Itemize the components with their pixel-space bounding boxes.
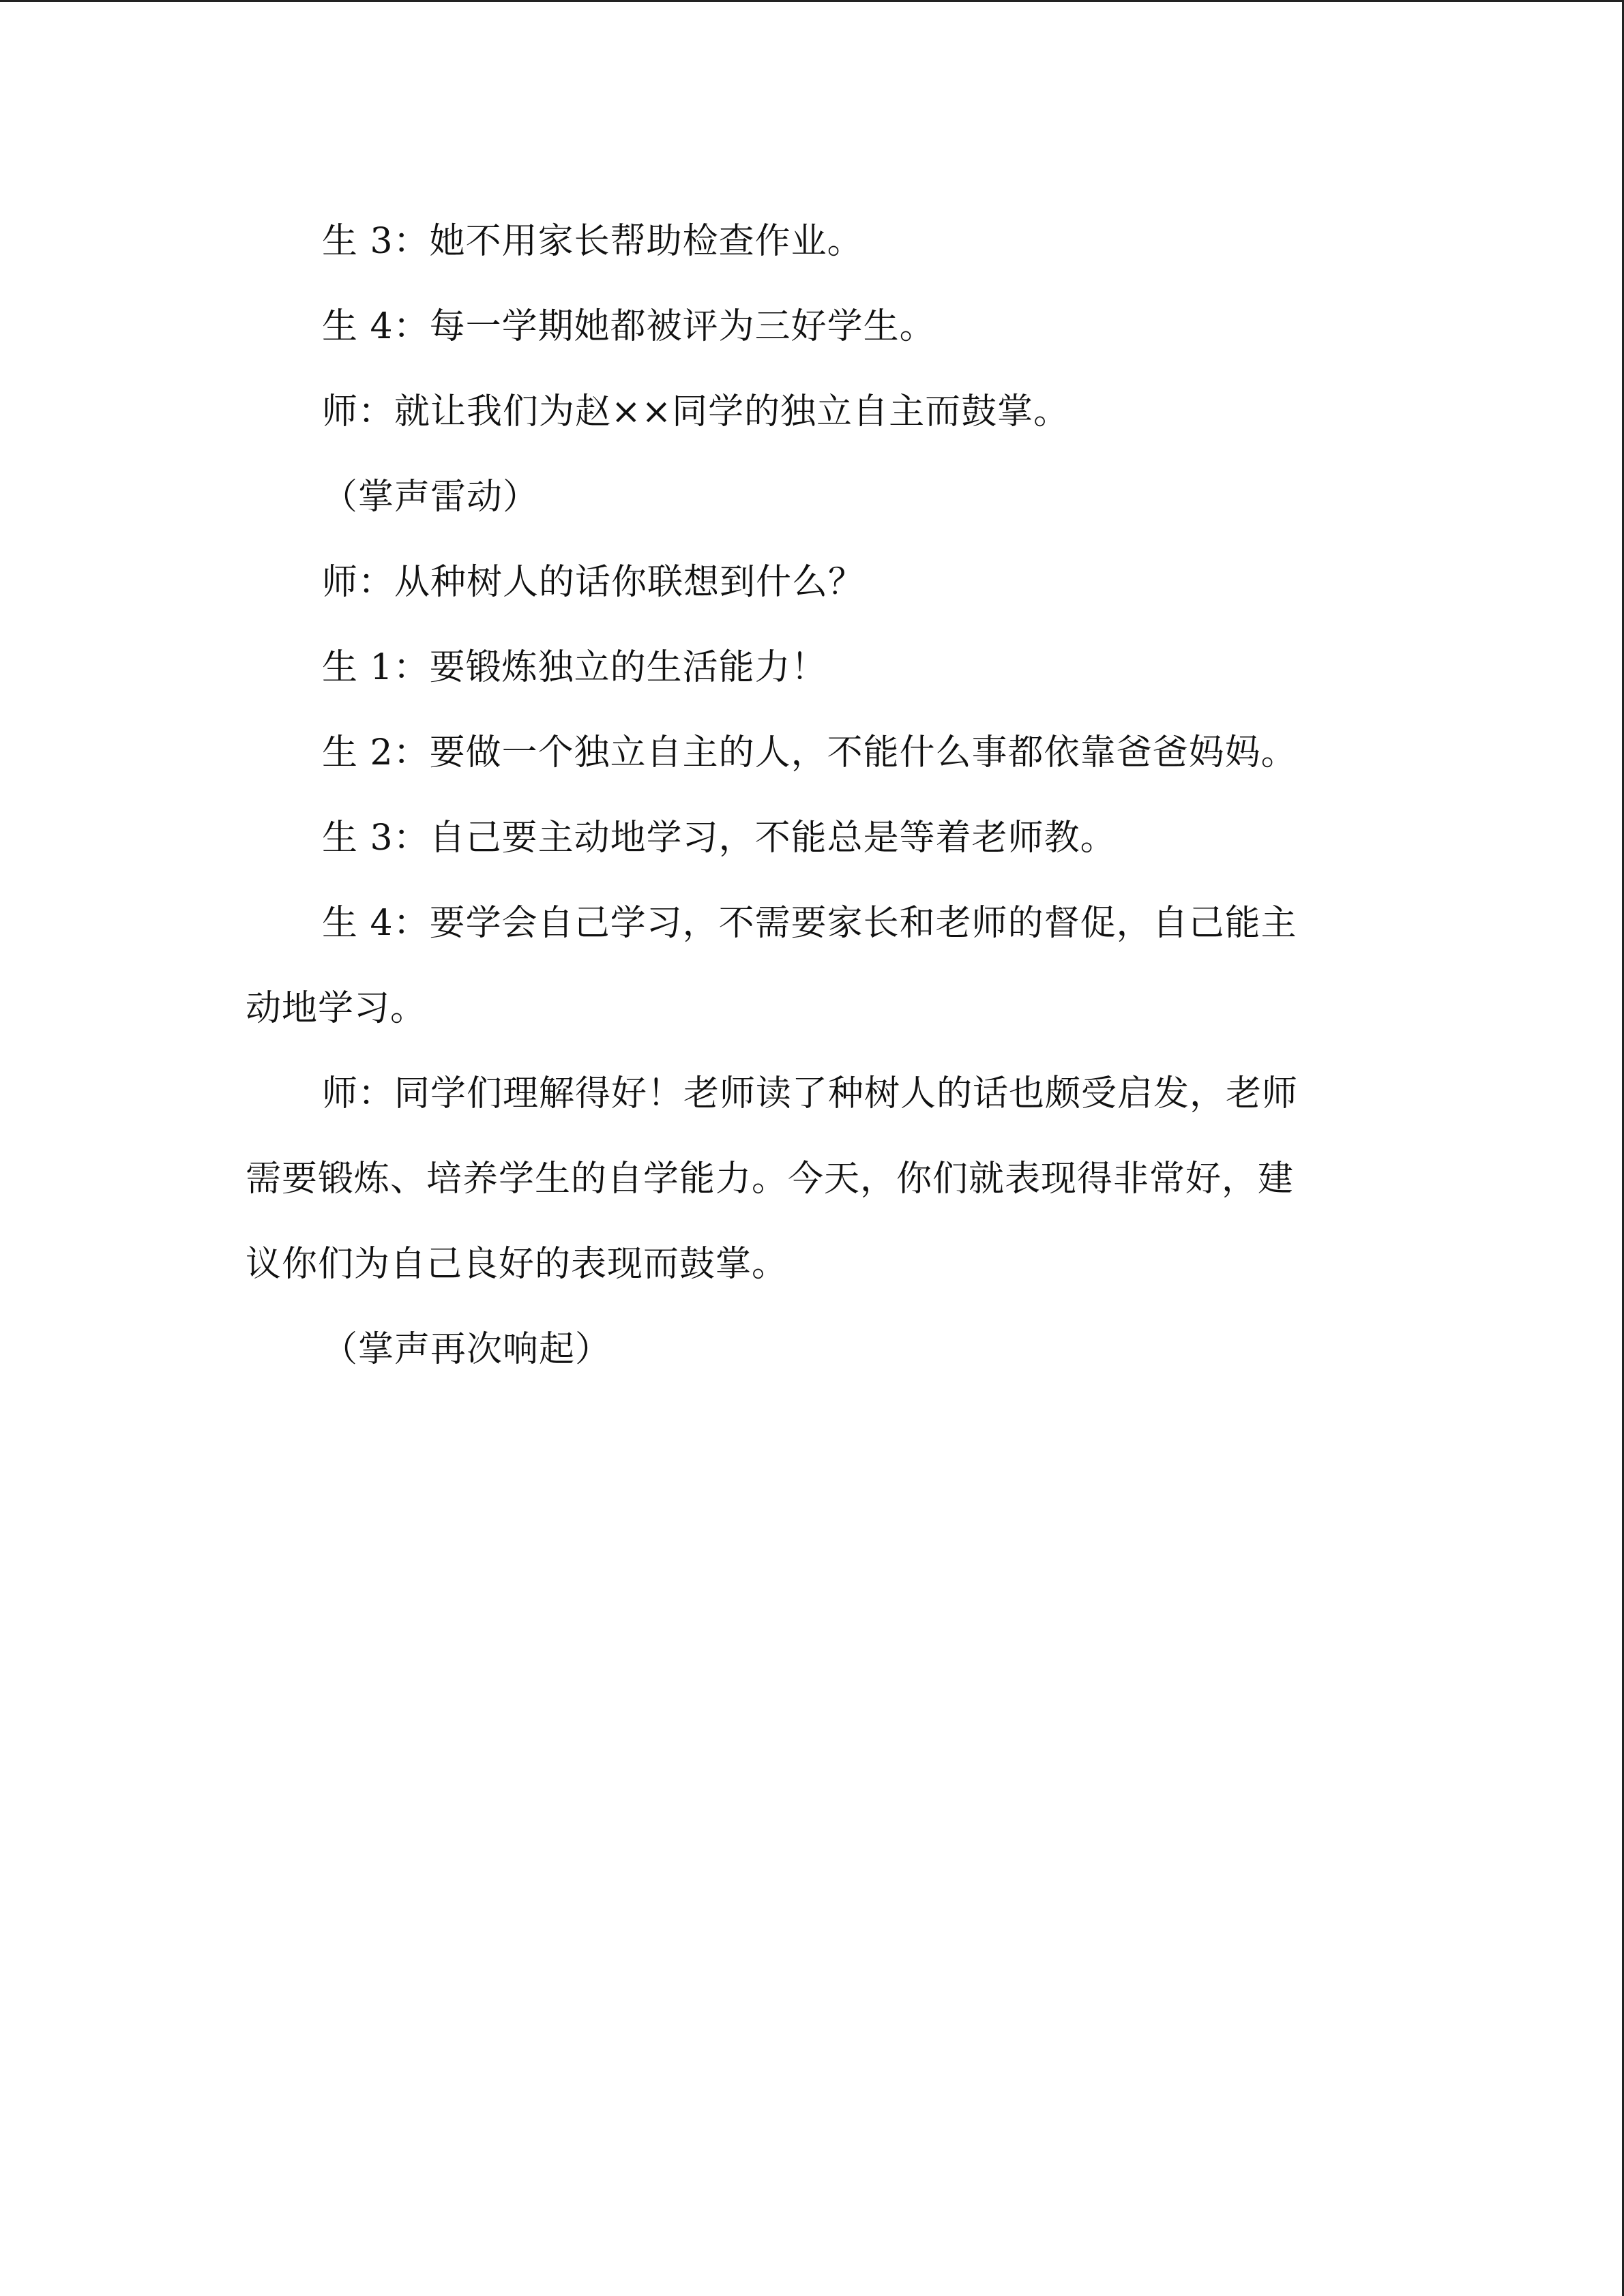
text-line: 师：就让我们为赵××同学的独立自主而鼓掌。 [322, 391, 1070, 432]
page-border-top [0, 0, 1624, 2]
text-line: （掌声再次响起） [322, 1329, 612, 1370]
text-line: 师：从种树人的话你联想到什么？ [322, 562, 865, 603]
text-line: 动地学习。 [246, 988, 427, 1029]
text-line: 议你们为自己良好的表现而鼓掌。 [246, 1244, 788, 1285]
text-line: 生 2：要做一个独立自主的人，不能什么事都依靠爸爸妈妈。 [322, 732, 1297, 773]
text-line: 生 3：自己要主动地学习，不能总是等着老师教。 [322, 818, 1117, 859]
text-line: 生 3：她不用家长帮助检查作业。 [322, 221, 863, 262]
text-line: 生 4：每一学期她都被评为三好学生。 [322, 306, 936, 347]
text-line: （掌声雷动） [322, 477, 540, 518]
text-line: 生 4：要学会自己学习，不需要家长和老师的督促，自己能主 [322, 903, 1297, 944]
text-line: 生 1：要锻炼独立的生活能力！ [322, 647, 827, 688]
text-line: 师：同学们理解得好！老师读了种树人的话也颇受启发，老师 [322, 1073, 1299, 1114]
text-line: 需要锻炼、培养学生的自学能力。今天，你们就表现得非常好，建 [246, 1159, 1295, 1199]
document-body [246, 199, 1357, 1392]
